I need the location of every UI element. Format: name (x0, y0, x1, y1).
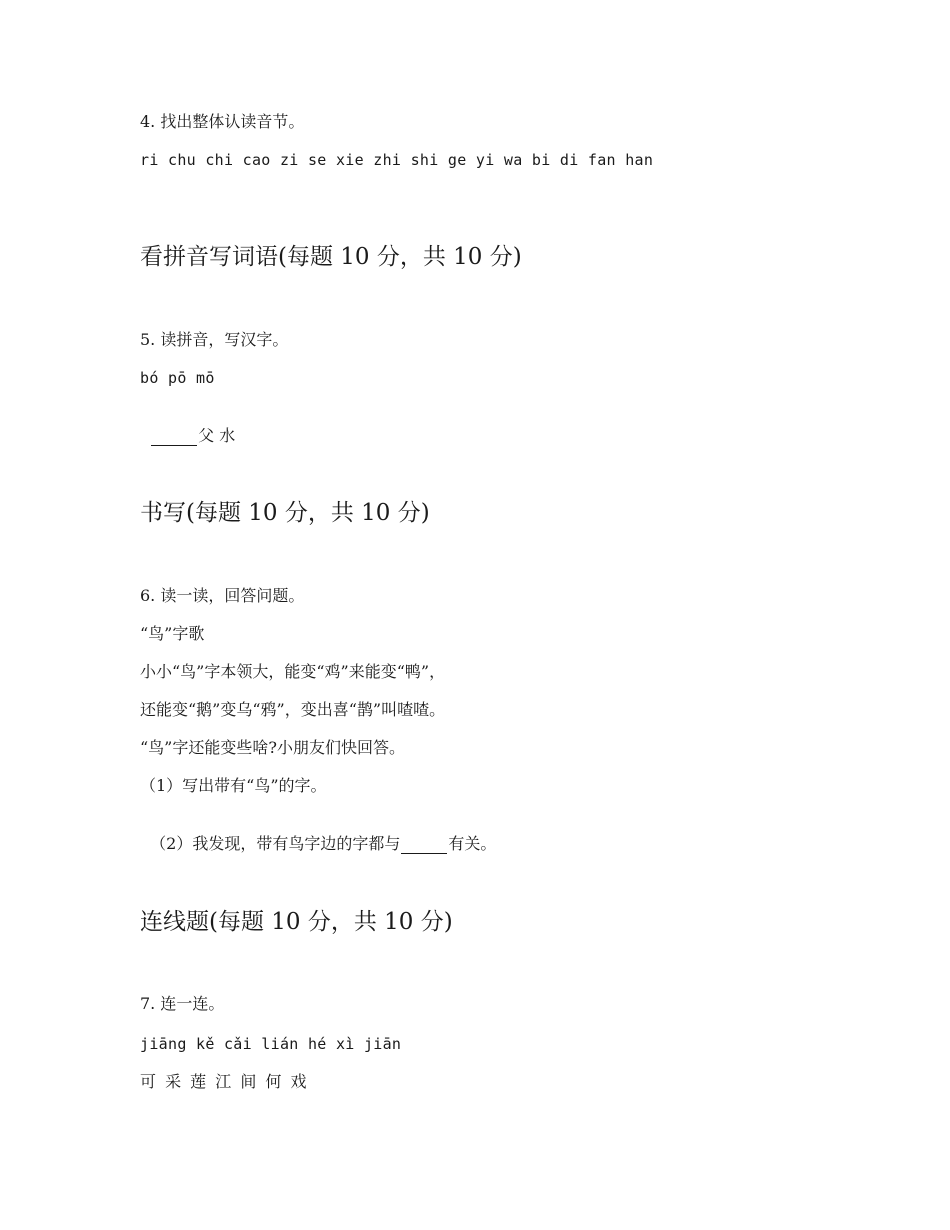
q5-words-line (140, 406, 235, 446)
q6-subquestion-1: （1）写出带有“鸟”的字。 (140, 776, 327, 795)
section-heading-pinyin-words: 看拼音写词语(每题 10 分，共 10 分) (140, 244, 522, 270)
q6-poem-line-2: 还能变“鹅”变乌“鸦”，变出喜“鹊”叫喳喳。 (140, 700, 446, 719)
q6-poem-title: “鸟”字歌 (140, 624, 205, 643)
q5-words: 父 水 (198, 426, 236, 445)
answer-blank[interactable] (151, 427, 197, 446)
section-heading-writing: 书写(每题 10 分，共 10 分) (140, 500, 430, 526)
q7-character-row: 可 采 莲 江 间 何 戏 (140, 1072, 309, 1091)
q7-pinyin-row: jiāng kě cǎi lián hé xì jiān (140, 1035, 402, 1053)
q5-pinyin: bó pō mō (140, 369, 215, 387)
q6-poem-line-1: 小小“鸟”字本领大，能变“鸡”来能变“鸭”， (140, 662, 446, 681)
q4-pinyin-list: ri chu chi cao zi se xie zhi shi ge yi wa bi di fan han (140, 151, 654, 169)
q6-prompt: 6. 读一读，回答问题。 (140, 586, 305, 605)
q4-prompt: 4. 找出整体认读音节。 (140, 112, 305, 131)
answer-blank[interactable] (401, 835, 447, 854)
q6-poem-line-3: “鸟”字还能变些啥?小朋友们快回答。 (140, 738, 405, 757)
q7-prompt: 7. 连一连。 (140, 994, 225, 1013)
q5-prompt: 5. 读拼音，写汉字。 (140, 330, 289, 349)
q6-subquestion-2 (140, 814, 496, 854)
q6-sub2-text-before: （2）我发现，带有鸟字边的字都与 (150, 834, 401, 853)
section-heading-matching: 连线题(每题 10 分，共 10 分) (140, 909, 453, 935)
q6-sub2-text-after: 有关。 (448, 834, 497, 853)
